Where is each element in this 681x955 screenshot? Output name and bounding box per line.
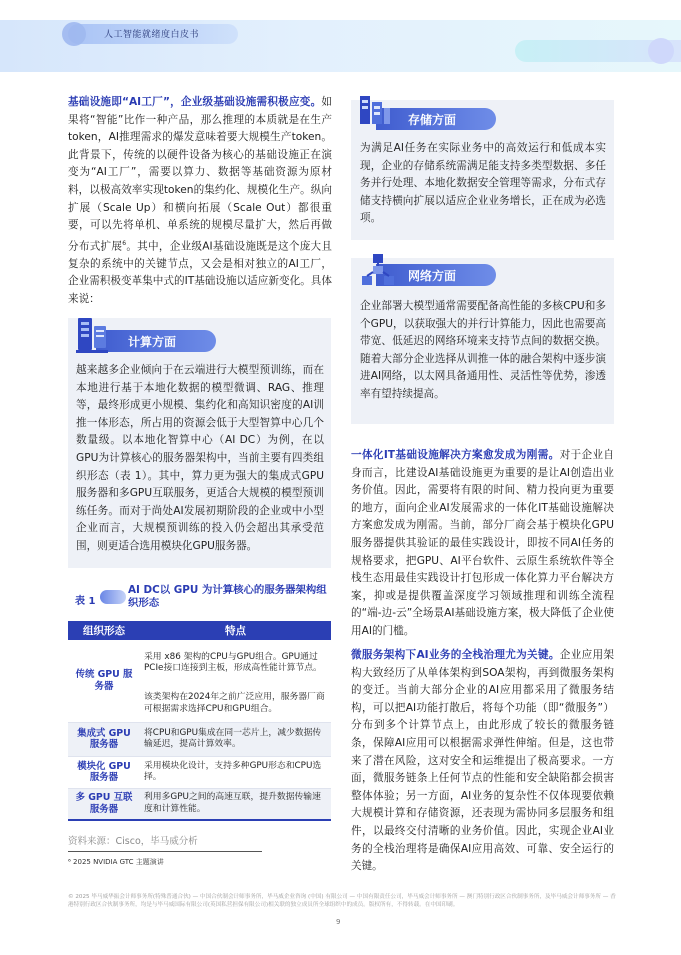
storage-body: 为满足AI任务在实际业务中的高效运行和低成本实现，企业的存储系统需满足能支持多类型数据、多任务并行处理、本地化数据安全管理等需求，分布式存储支持横向扩展以适应企业业务增长，正在成为必选项。 bbox=[360, 142, 606, 225]
p1-lead: 一体化IT基础设施解决方案愈发成为刚需。 bbox=[351, 449, 560, 461]
legal-notice: © 2025 毕马威华振会计师事务所(特殊普通合伙) — 中国合伙制会计师事务所，毕马威企业咨询 (中国) 有限公司 — 中国有限责任公司，毕马威会计师事务所 — 澳门特别行政区合伙制事务所，及毕马威会计师事务所 — 香港特别行政区合伙制事务所，均是与毕马威国际有限公司(英国私营担保有限公司)相关联的独立成员所全球组织中的成员。版权所有，不得转载。在中国印刷。 bbox=[68, 894, 616, 908]
left-intro bbox=[68, 94, 332, 309]
network-body: 企业部署大模型通常需要配备高性能的多核CPU和多个GPU，以获取强大的并行计算能力，因此也需要高带宽、低延迟的网络环境来支持节点间的数据交换。随着大部分企业选择从训推一体的融合架构中逐步演进AI网络，以太网具备通用性、灵活性等优势，渗透率有望持续提高。 bbox=[360, 300, 606, 400]
compute-body: 越来越多企业倾向于在云端进行大模型预训练，而在本地进行基于本地化数据的模型微调、RAG、推理等，最终形成更小规模、集约化和高知识密度的AI训推一体形态，所占用的资源会低于大型智算中心几个数量级。以本地化智算中心（AI DC）为例，在以GPU为计算核心的服务器架构中，当前主要有四类组织形态（表 1）。其中，算力更为强大的集成式GPU服务器和多GPU互联服务，更适合大规模的模型预训练任务。而对于尚处AI发展初期阶段的企业或中小型企业而言，大规模预训练的投入仍会超出其承受范围，则更适合选用模块化GPU服务器。 bbox=[76, 364, 324, 552]
network-heading: 网络方面 bbox=[408, 269, 457, 283]
table-number: 表 1 bbox=[75, 596, 96, 607]
storage-icon bbox=[356, 94, 392, 130]
table-cell-form: 集成式 GPU 服务器 bbox=[68, 722, 140, 756]
storage-heading: 存储方面 bbox=[408, 113, 457, 127]
intro-lead: 基础设施即“AI工厂”，企业级基础设施需积极应变。 bbox=[68, 96, 322, 108]
right-paragraph-2 bbox=[351, 647, 614, 876]
table-title: AI DC以 GPU 为计算核心的服务器架构组织形态 bbox=[128, 584, 327, 609]
table-cell-form: 模块化 GPU 服务器 bbox=[68, 756, 140, 788]
table-header-cell: 特点 bbox=[140, 621, 331, 640]
intro-footnote-ref: 6 bbox=[122, 239, 127, 247]
compute-heading: 计算方面 bbox=[128, 335, 177, 349]
footnote: ⁶ 2025 NVIDIA GTC 主题演讲 bbox=[68, 858, 164, 866]
page-number: 9 bbox=[336, 918, 341, 926]
table-header-row bbox=[68, 621, 331, 640]
table-row bbox=[68, 756, 331, 788]
right-paragraph-1 bbox=[351, 447, 614, 641]
p2-body: 企业应用架构大致经历了从单体架构到SOA架构，再到微服务架构的变迁。当前大部分企业的AI应用都采用了微服务结构，可以把AI功能打散后，将每个功能（即“微服务”）分布到多个计算节点上，由此形成了较长的微服务链条，保障AI应用可以根据需求弹性伸缩。但是，这也带来了潜在风险，这对安全和运维提出了极高要求。一方面，微服务链条上任何节点的性能和安全缺陷都会损害整体体验；另一方面，AI业务的复杂性不仅体现要依赖大规模计算和存储资源，还表现为需协同多层服务和组件，以最终交付清晰的业务价值。因此，实现企业AI业务的全栈治理将是确保AI应用高效、可靠、安全运行的关键。 bbox=[351, 649, 615, 873]
table-source: 资料来源：Cisco，毕马威分析 bbox=[68, 836, 198, 847]
table-cell-form: 多 GPU 互联服务器 bbox=[68, 788, 140, 820]
p2-lead: 微服务架构下AI业务的全栈治理尤为关键。 bbox=[351, 649, 560, 661]
table-row bbox=[68, 722, 331, 756]
table-cell-feature: 利用多GPU之间的高速互联，提升数据传输速度和计算性能。 bbox=[140, 788, 331, 820]
table-cell-feature: 采用 x86 架构的CPU与GPU组合。GPU通过PCIe接口连接到主板，形成高性能计算节点。 bbox=[144, 651, 322, 673]
network-icon bbox=[360, 252, 396, 288]
table-cell-feature: 该类架构在2024年之前广泛应用，服务器厂商可根据需求选择CPU和GPU组合。 bbox=[140, 686, 331, 722]
table-row bbox=[68, 788, 331, 820]
footnote-divider bbox=[68, 851, 262, 852]
server-icon bbox=[74, 316, 114, 356]
table-cell-form: 传统 GPU 服务器 bbox=[68, 640, 140, 722]
compute-heading-bar bbox=[96, 330, 216, 352]
p1-body: 对于企业自身而言，比建设AI基础设施更为重要的是让AI创造出业务价值。因此，需要将有限的时间、精力投向更为重要的地方，面向企业AI发展需求的一体化IT基础设施解决方案愈发成为刚需。当前，部分厂商会基于模块化GPU服务器提供其验证的最佳实践设计，即按不同AI任务的规格要求，把GPU、AI平台软件、云原生系统软件等全栈生态用最佳实践设计打包形成一体化算力平台解决方案，抑或是提供覆盖深度学习领域推理和训练全流程的“端-边-云”全场景AI基础设施方案，极大降低了企业使用AI的门槛。 bbox=[351, 449, 614, 637]
intro-tail: 。其中，企业级AI基础设施既是这个庞大且复杂的系统中的关键节点，又会是相对独立的AI工厂，企业需积极变革集中式的IT基础设施以适应新变化。具体来说： bbox=[68, 240, 332, 306]
intro-paragraph bbox=[68, 94, 332, 309]
table-cell-feature: 采用模块化设计，支持多种GPU形态和CPU选择。 bbox=[140, 756, 331, 788]
table-cell-feature: 将CPU和GPU集成在同一芯片上，减少数据传输延迟，提高计算效率。 bbox=[140, 722, 331, 756]
header-right-dot bbox=[648, 38, 674, 64]
intro-body: 如果将“智能”比作一种产品，那么推理的本质就是在生产token，AI推理需求的爆发意味着要大规模生产token。此背景下，传统的以硬件设备为核心的基础设施正在演变为“AI工厂”，需要以算力、数据等基础资源为原材料，以极高效率实现token的集约化、规模化生产。纵向扩展（Scale Up）和横向拓展（Scale Out）都很重要，可以先将单机、单系统的规模尽量扩大，然后再做分布式扩展 bbox=[68, 96, 332, 253]
header-dot bbox=[62, 22, 86, 46]
table-header-cell: 组织形态 bbox=[68, 621, 140, 640]
header-title: 人工智能就绪度白皮书 bbox=[104, 30, 200, 40]
architecture-table bbox=[68, 621, 331, 821]
table-row bbox=[68, 640, 331, 686]
table-title-pill bbox=[100, 590, 126, 604]
storage-heading-bar bbox=[376, 108, 496, 130]
